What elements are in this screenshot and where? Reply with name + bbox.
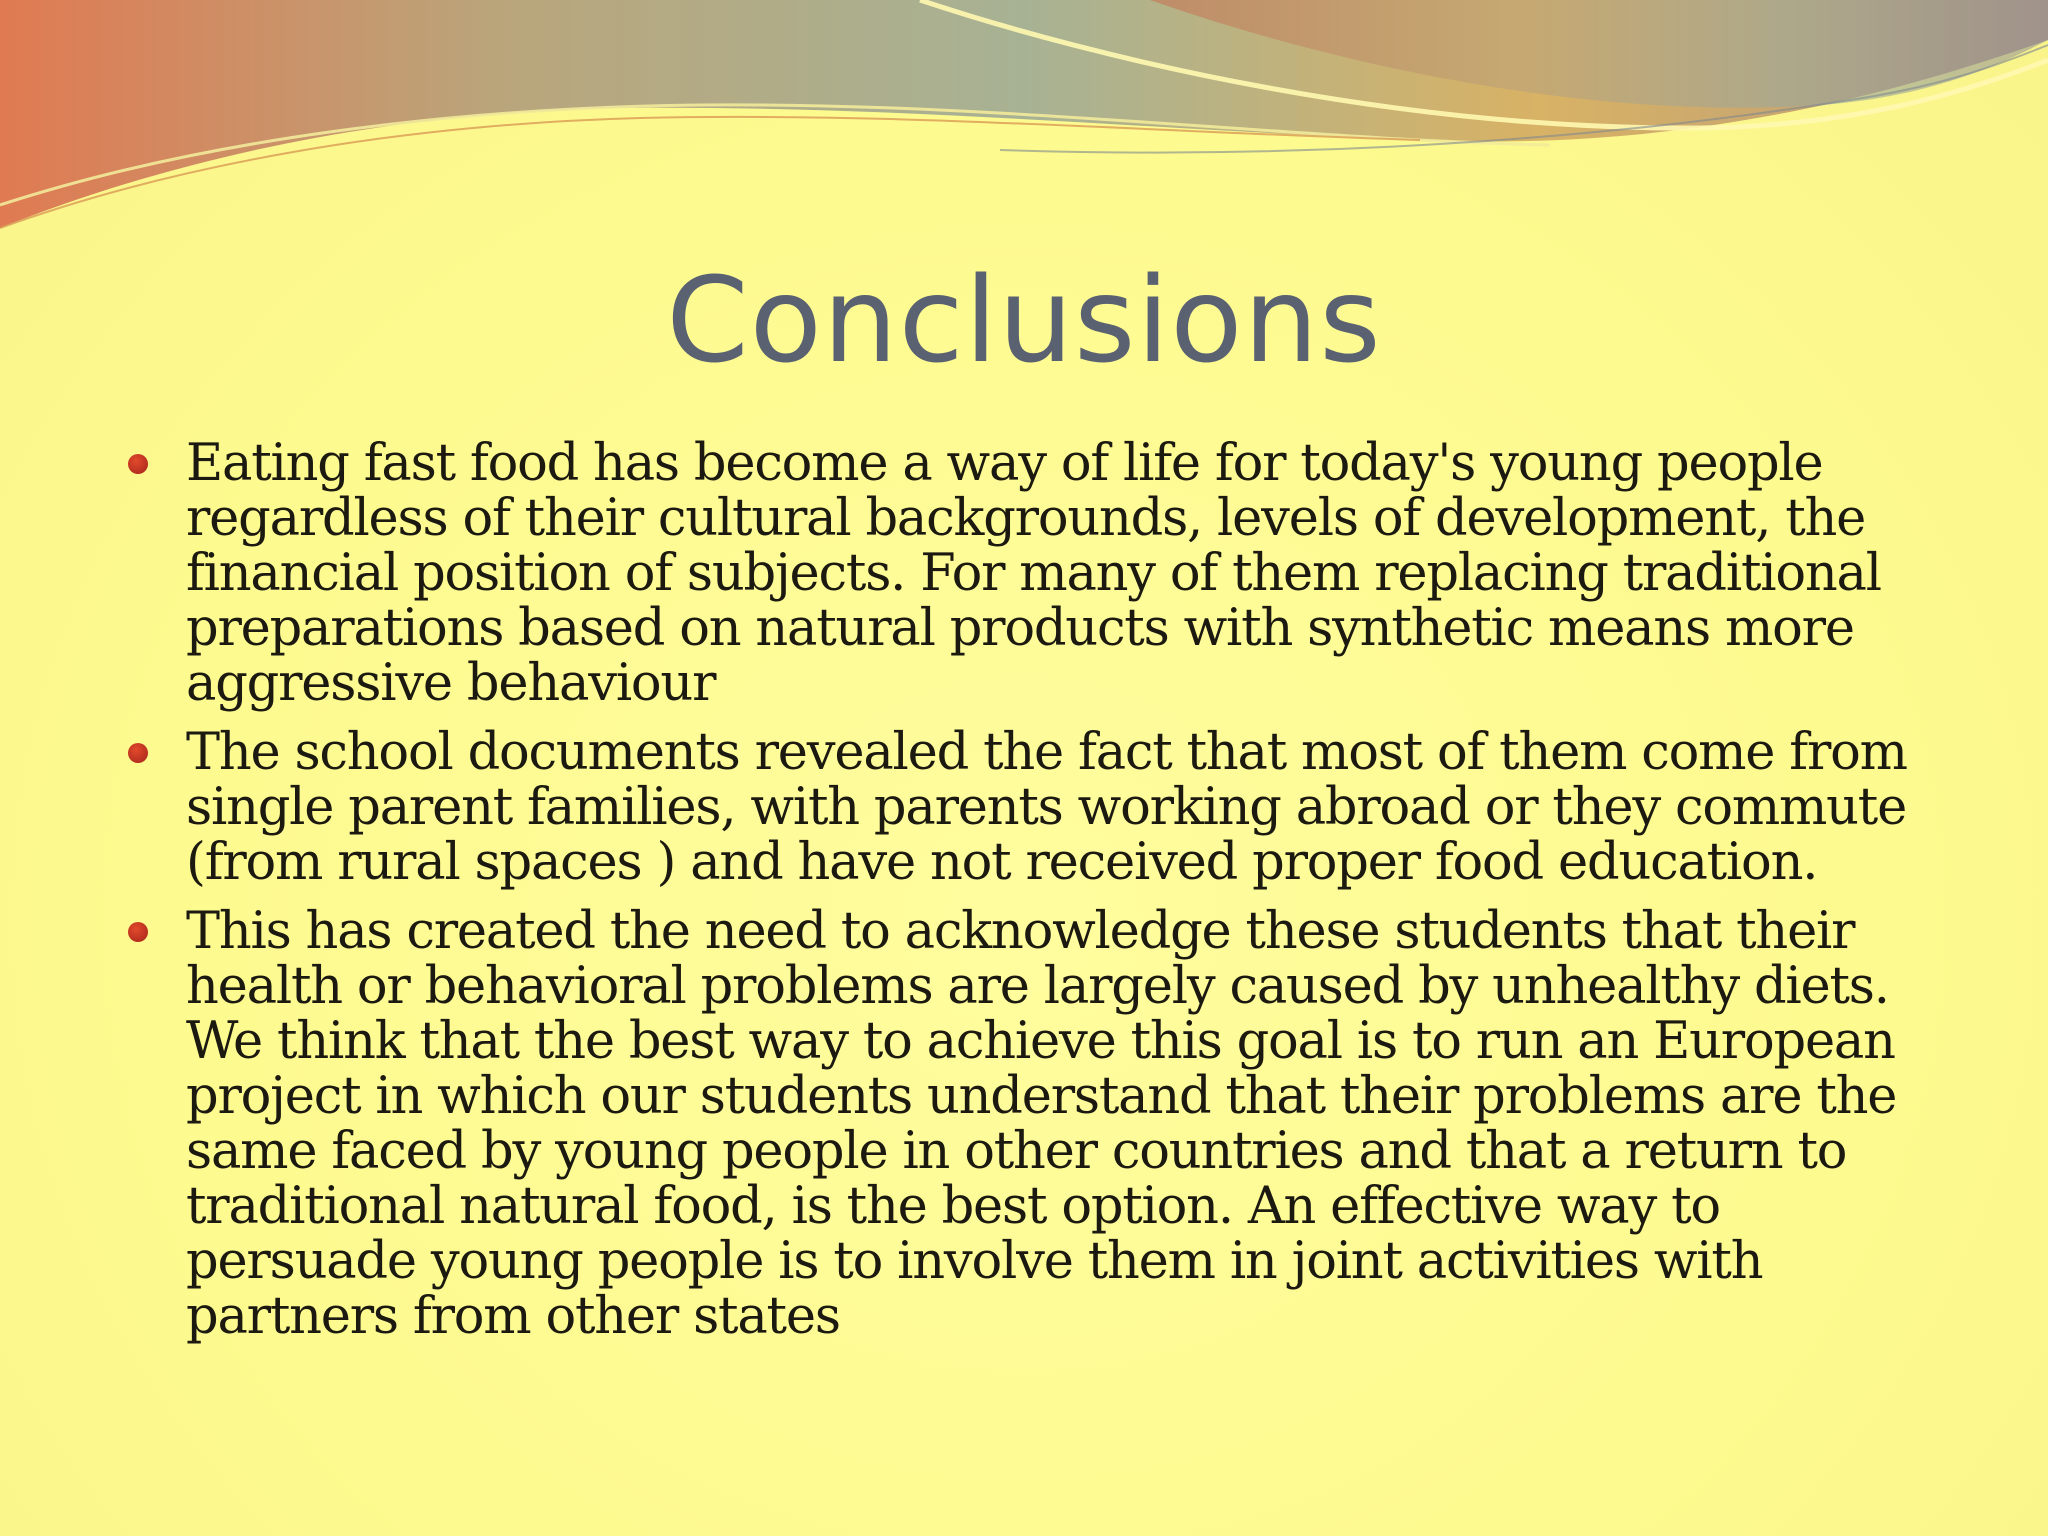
bullet-dot-icon xyxy=(128,743,148,763)
slide-title: Conclusions xyxy=(666,251,1382,389)
bullet-list xyxy=(128,436,1928,1358)
bullet-item xyxy=(128,725,1928,890)
bullet-item xyxy=(128,904,1928,1344)
bullet-dot-icon xyxy=(128,922,148,942)
bullet-item xyxy=(128,436,1928,711)
decorative-header-wave xyxy=(0,0,2048,260)
bullet-text: This has created the need to acknowledge these students that their health or behavioral problems are largely caused by unhealthy diets. We think that the best way to achieve this goal is to run an European project in which our students understand that their problems are the same faced by young people in other countries and that a return to traditional natural food, is the best option. An effective way to persuade young people is to involve them in joint activities with partners from other states xyxy=(186,902,1897,1346)
bullet-dot-icon xyxy=(128,454,148,474)
bullet-text: Eating fast food has become a way of life for today's young people regardless of their cultural backgrounds, levels of development, the financial position of subjects. For many of them replacing traditional preparations based on natural products with synthetic means more aggressive behaviour xyxy=(186,434,1881,713)
bullet-text: The school documents revealed the fact that most of them come from single parent families, with parents working abroad or they commute (from rural spaces ) and have not received proper food education. xyxy=(186,723,1907,892)
